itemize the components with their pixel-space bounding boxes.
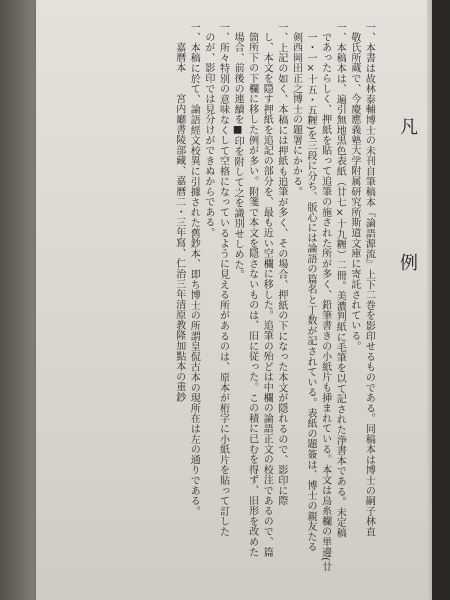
text-line: 一、所々特別の意味なくして空格になっているように見える所があるのは、原本が桁字に小紙片を貼って訂した	[217, 22, 229, 537]
text-line: であったらしく、押紙を貼って追筆の施された所が多く、鉛筆書きの小紙片も挿まれている。本文は烏糸欄の単邊(廿	[319, 32, 331, 572]
text-line: 一、本稿に於て、論語經文校異に引據された舊鈔本、即ち博士の所謂皇侃古本の現所在は左の通りである。	[188, 22, 200, 517]
text-line: 剣西岡田正之博士の題署にかかる。	[290, 32, 302, 197]
text-line: 一・一×十五・五糎)を三段に分ち、版心には論語の篇名と丁数が記されている。表紙の題簽は、博士の親友たる	[305, 32, 317, 553]
text-line: 一、本書は故林泰輔博士の未刊自筆稿本『論語源流』上下二巻を影印せるものである。同稿本は博士の嗣子林直	[363, 22, 375, 537]
background-right	[432, 0, 450, 600]
book-gutter-shadow	[0, 0, 36, 600]
text-line: 一、本稿本は、遍引無地黒色表紙（廿七×十九糎）二冊。美濃判紙に毛筆を以て記された浄書本である。未定稿	[334, 22, 346, 538]
text-line: 敬氏所蔵で、今慶應義塾大学附属研究所斯道文庫に寄託されている。	[348, 32, 360, 352]
page-heading: 凡 例	[397, 117, 418, 321]
vertical-text-block	[171, 22, 418, 572]
text-line: 一、上記の如く、本稿には押紙も追筆が多く、その場合、押紙の下になった本文が隠れるので、影印に際	[275, 22, 287, 507]
text-line: 場合、前後の連續を■印を附して之を識別せしめた。	[232, 32, 244, 281]
text-line: し、本文を隠す押紙を追記の部分を、最も近い空欄に移した。追筆の殆どは中欄の論語正文の校注であるので、篇	[261, 32, 273, 558]
text-line: のが、影印では見分けができぬからである。	[202, 32, 214, 238]
book-page	[36, 0, 432, 600]
text-line: 箇所下の下欄に移した例が多い。附箋で本文を隠さないものは、旧に従った。この積に已むを得ず、旧形を改めた	[246, 32, 258, 558]
text-line: 嘉曆本 宮内廳書陵部藏、嘉曆二・三年寫、仁治三年清原教隆加點本の重鈔	[173, 42, 185, 403]
